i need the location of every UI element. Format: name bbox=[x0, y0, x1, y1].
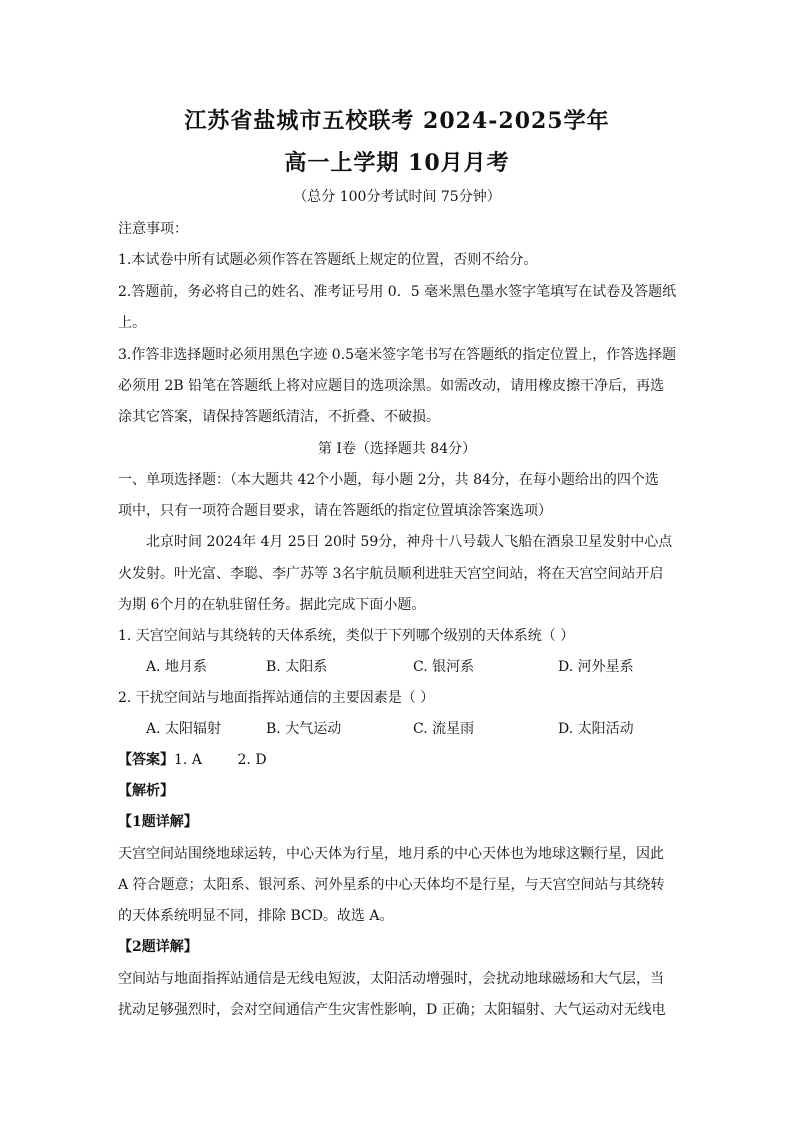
page-title: 江苏省盐城市五校联考 2024-2025学年 bbox=[184, 108, 610, 134]
notice-item-2: 2.答题前，务必将自己的姓名、准考证号用 0．5 毫米黑色墨水签字笔填写在试卷及答题纸 bbox=[118, 284, 677, 300]
passage-cont: 火发射。叶光富、李聪、李广苏等 3名宇航员顺利进驻天宫空间站，将在天宫空间站开启 bbox=[118, 566, 664, 582]
q1-option-b: B. 太阳系 bbox=[266, 659, 328, 675]
answer-label: 【答案】 bbox=[118, 752, 174, 768]
exam-info: （总分 100分考试时间 75分钟） bbox=[293, 189, 501, 205]
detail-2-text: 空间站与地面指挥站通信是无线电短波，太阳活动增强时，会扰动地球磁场和大气层，当 bbox=[118, 971, 664, 987]
notice-item-3-cont: 必须用 2B 铅笔在答题纸上将对应题目的选项涂黑。如需改动，请用橡皮擦干净后，再选 bbox=[118, 378, 665, 394]
analysis-label: 【解析】 bbox=[118, 783, 174, 799]
q1-option-c: C. 银河系 bbox=[413, 659, 475, 675]
detail-1-label: 【1题详解】 bbox=[118, 814, 198, 830]
passage-cont2: 为期 6个月的在轨驻留任务。据此完成下面小题。 bbox=[118, 597, 426, 613]
notice-heading: 注意事项： bbox=[118, 221, 188, 237]
notice-item-2-cont: 上。 bbox=[118, 315, 146, 331]
section-title: 第 I卷（选择题共 84分） bbox=[317, 441, 477, 457]
q2-option-d: D. 太阳活动 bbox=[558, 721, 634, 737]
detail-2-label: 【2题详解】 bbox=[118, 939, 198, 955]
q2-option-b: B. 大气运动 bbox=[266, 721, 342, 737]
answer-text: 1. A 2. D bbox=[174, 752, 267, 768]
question-1-stem: 1. 天宫空间站与其绕转的天体系统，类似于下列哪个级别的天体系统（ ） bbox=[118, 628, 575, 644]
detail-1-text-cont2: 的天体系统明显不同，排除 BCD。故选 A。 bbox=[118, 908, 394, 924]
passage: 北京时间 2024年 4月 25日 20时 59分，神舟十八号载人飞船在酒泉卫星发射中心点 bbox=[146, 534, 673, 550]
q2-option-a: A. 太阳辐射 bbox=[146, 721, 222, 737]
part-intro: 一、单项选择题：（本大题共 42个小题，每小题 2分，共 84分，在每小题给出的四个选 bbox=[118, 472, 659, 488]
q1-option-d: D. 河外星系 bbox=[558, 659, 634, 675]
notice-item-3: 3.作答非选择题时必须用黑色字迹 0.5毫米签字笔书写在答题纸的指定位置上，作答选择题 bbox=[118, 347, 677, 363]
detail-2-text-cont: 扰动足够强烈时，会对空间通信产生灾害性影响，D 正确；太阳辐射、大气运动对无线电 bbox=[118, 1002, 666, 1018]
q2-option-c: C. 流星雨 bbox=[413, 721, 475, 737]
page-subtitle-title: 高一上学期 10月月考 bbox=[284, 150, 510, 176]
detail-1-text: 天宫空间站围绕地球运转，中心天体为行星，地月系的中心天体也为地球这颗行星，因此 bbox=[118, 846, 664, 862]
notice-item-1: 1.本试卷中所有试题必须作答在答题纸上规定的位置，否则不给分。 bbox=[118, 252, 538, 268]
part-intro-cont: 项中，只有一项符合题目要求，请在答题纸的指定位置填涂答案选项） bbox=[118, 503, 552, 519]
answer-row bbox=[118, 749, 678, 769]
detail-1-text-cont: A 符合题意；太阳系、银河系、河外星系的中心天体均不是行星，与天宫空间站与其绕转 bbox=[118, 877, 665, 893]
q1-option-a: A. 地月系 bbox=[146, 659, 208, 675]
question-2-stem: 2. 干扰空间站与地面指挥站通信的主要因素是（ ） bbox=[118, 690, 435, 706]
notice-item-3-cont2: 涂其它答案，请保持答题纸清洁，不折叠、不破损。 bbox=[118, 409, 440, 425]
